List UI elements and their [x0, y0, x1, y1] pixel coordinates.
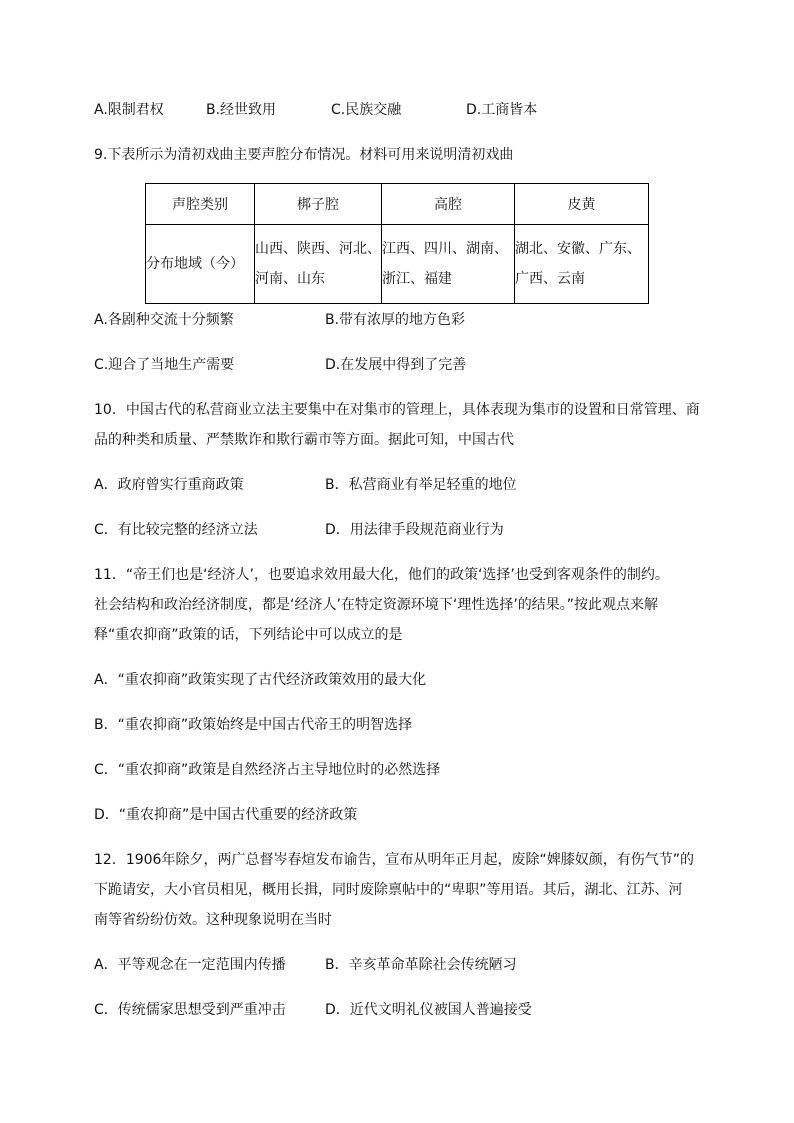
q11-option-b: B．“重农抑商”政策始终是中国古代帝王的明智选择 [94, 717, 413, 733]
q8-option-c: C.民族交融 [331, 102, 402, 118]
q11-option-a: A．“重农抑商”政策实现了古代经济政策效用的最大化 [94, 672, 427, 688]
vocal-style-distribution-table [145, 183, 649, 304]
q12-stem-line: 12．1906年除夕，两广总督岑春煊发布谕告，宣布从明年正月起，废除“婢膝奴颜，有伤气节”的 [94, 852, 694, 868]
q12-option-d: D．近代文明礼仪被国人普遍接受 [325, 1002, 532, 1018]
table-header-cell: 梆子腔 [255, 184, 382, 225]
q8-option-b: B.经世致用 [206, 102, 277, 118]
q11-stem-line: 释“重农抑商”政策的话，下列结论中可以成立的是 [94, 627, 403, 643]
q8-option-d: D.工商皆本 [466, 102, 538, 118]
table-header-cell: 声腔类别 [146, 184, 255, 225]
q9-option-c: C.迎合了当地生产需要 [94, 357, 235, 373]
table-row-label: 分布地域（今） [146, 225, 255, 304]
table-cell-line: 江西、四川、湖南、 [382, 241, 508, 257]
q11-stem-line: 11．“帝王们也是‘经济人’，也要追求效用最大化，他们的政策‘选择’也受到客观条件的制约。 [94, 567, 669, 583]
q9-stem: 9.下表所示为清初戏曲主要声腔分布情况。材料可用来说明清初戏曲 [94, 147, 514, 163]
table-row [146, 225, 649, 304]
table-cell-line: 河南、山东 [255, 271, 325, 287]
table-cell [515, 225, 649, 304]
q9-option-b: B.带有浓厚的地方色彩 [325, 312, 466, 328]
q9-option-a: A.各剧种交流十分频繁 [94, 312, 234, 328]
q11-option-d: D．“重农抑商”是中国古代重要的经济政策 [94, 807, 358, 823]
q12-option-b: B．辛亥革命革除社会传统陋习 [325, 957, 517, 973]
q12-stem-line: 南等省纷纷仿效。这种现象说明在当时 [94, 912, 332, 928]
q12-option-c: C．传统儒家思想受到严重冲击 [94, 1002, 286, 1018]
q10-option-d: D．用法律手段规范商业行为 [325, 522, 504, 538]
table-cell-line: 山西、陕西、河北、 [255, 241, 381, 257]
table-header-cell: 高腔 [382, 184, 515, 225]
q12-stem-line: 下跪请安，大小官员相见，概用长揖，同时废除禀帖中的“卑职”等用语。其后，湖北、江苏、河 [94, 882, 683, 898]
table-header-cell: 皮黄 [515, 184, 649, 225]
q12-option-a: A．平等观念在一定范围内传播 [94, 957, 286, 973]
q10-option-a: A．政府曾实行重商政策 [94, 477, 244, 493]
q9-option-d: D.在发展中得到了完善 [325, 357, 467, 373]
q10-option-b: B．私营商业有举足轻重的地位 [325, 477, 517, 493]
q10-option-c: C．有比较完整的经济立法 [94, 522, 258, 538]
q10-stem-line: 10．中国古代的私营商业立法主要集中在对集市的管理上，具体表现为集市的设置和日常管理、商 [94, 402, 700, 418]
q11-stem-line: 社会结构和政治经济制度，都是‘经济人’在特定资源环境下‘理性选择’的结果。”按此观点来解 [94, 597, 659, 613]
q8-option-a: A.限制君权 [94, 102, 164, 118]
table-header-row [146, 184, 649, 225]
q10-stem-line: 品的种类和质量、严禁欺诈和欺行霸市等方面。据此可知，中国古代 [94, 432, 514, 448]
table-cell [255, 225, 382, 304]
table-cell-line: 浙江、福建 [382, 271, 452, 287]
table-cell-line: 湖北、安徽、广东、 [515, 241, 641, 257]
table-cell-line: 广西、云南 [515, 271, 585, 287]
table-cell [382, 225, 515, 304]
q11-option-c: C．“重农抑商”政策是自然经济占主导地位时的必然选择 [94, 762, 441, 778]
